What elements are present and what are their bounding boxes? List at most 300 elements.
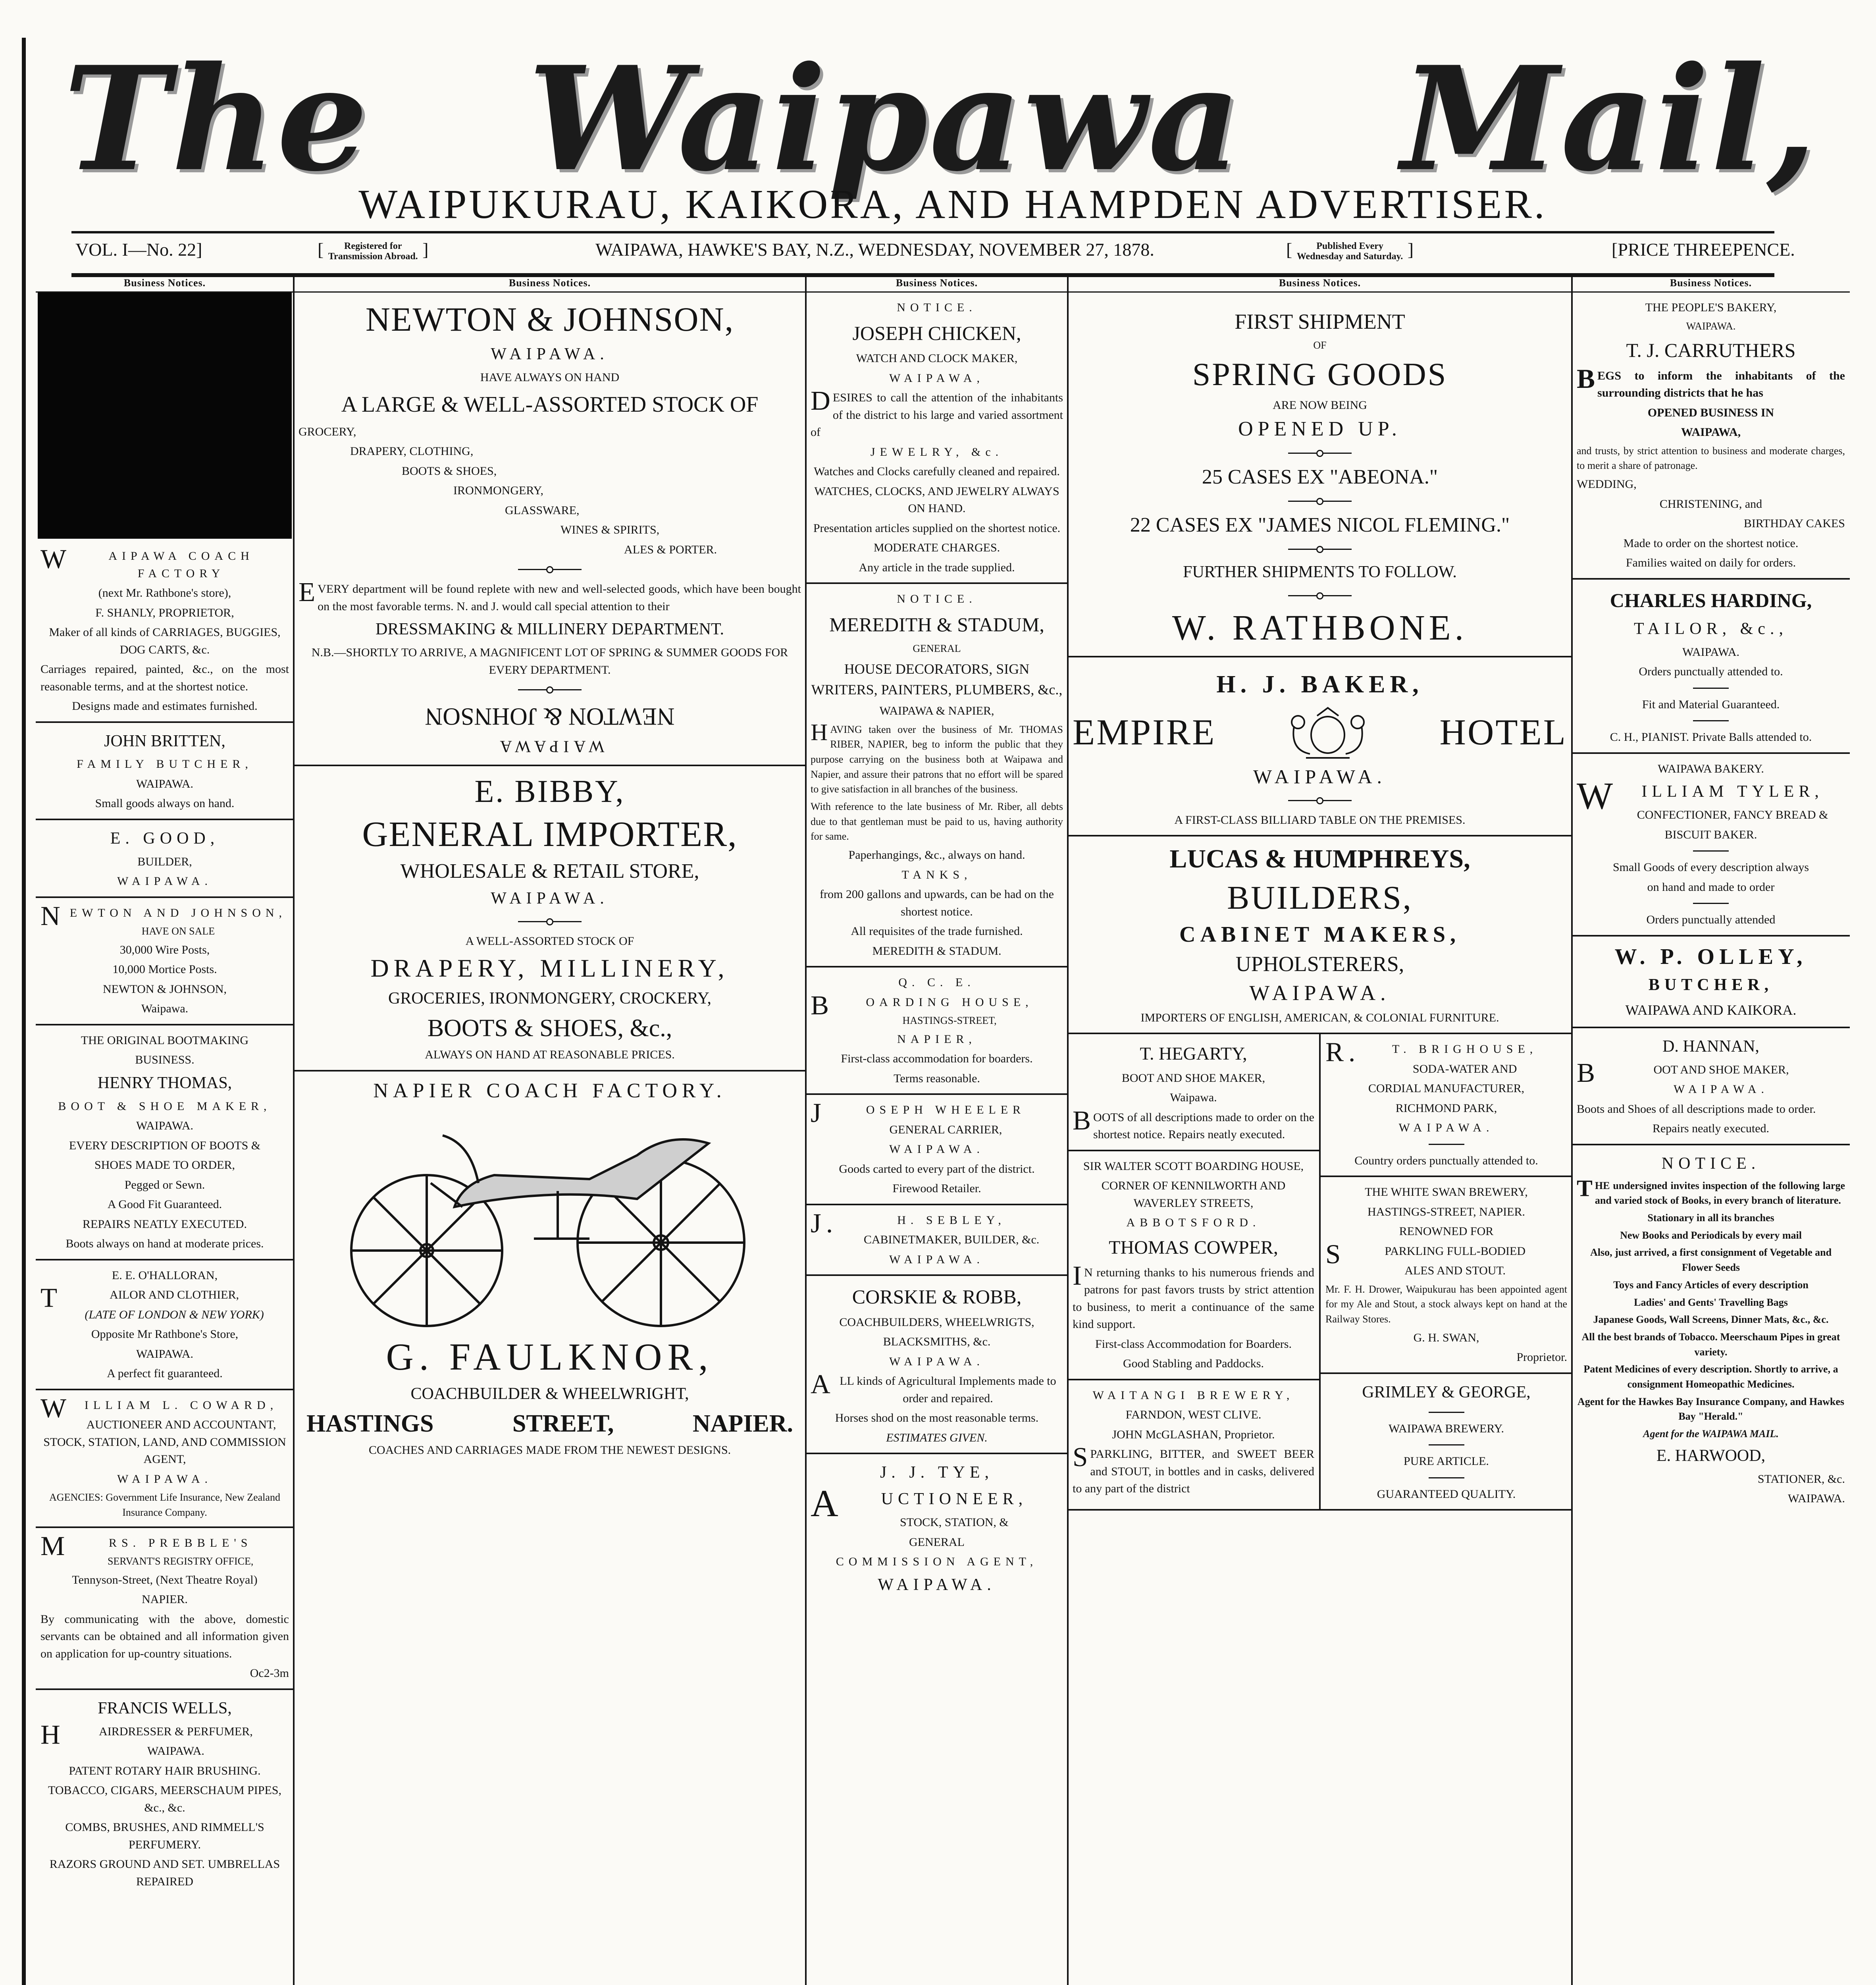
ad-line: WEDDING, <box>1577 478 1637 491</box>
ad-line: WAIPAWA. <box>117 875 212 888</box>
ad-line: WAIPAWA. <box>889 1253 984 1266</box>
ad-line: Carriages repaired, painted, &c., on the most reasonable terms, and at the shortest notice. <box>40 663 289 693</box>
ad-line: BOARDING HOUSE, <box>811 990 1033 1020</box>
ad-line: WAIPAWA AND KAIKORA. <box>1625 1002 1797 1018</box>
ad-line: WAIPAWA. <box>136 1347 193 1361</box>
ad-line: COMBS, BRUSHES, AND RIMMELL'S PERFUMERY. <box>65 1821 264 1851</box>
ad-line: WAIPAWA. <box>1682 645 1739 659</box>
ad-henry-thomas <box>36 1025 294 1260</box>
ad-meredith-stadum <box>806 584 1068 967</box>
ad-line: JOSEPH WHEELER <box>811 1098 1026 1128</box>
ad-line: BUSINESS. <box>135 1053 195 1067</box>
ad-line: WAIPAWA. <box>136 1119 193 1133</box>
ad-word: STREET, <box>512 1410 614 1437</box>
ad-napier-coach-factory <box>294 1072 806 1465</box>
ad-line <box>299 1409 801 1440</box>
masthead-title <box>64 16 1818 203</box>
ad-line: SERVANT'S REGISTRY OFFICE, <box>107 1555 254 1567</box>
registration-note-line1: Registered for <box>344 241 402 252</box>
masthead-word-3: Mail, <box>1401 35 1818 203</box>
ad-line: First-class Accommodation for Boarders. <box>1095 1337 1292 1351</box>
ad-line: Repairs neatly executed. <box>1652 1122 1770 1135</box>
ad-line <box>1073 702 1567 762</box>
ad-j-j-tye <box>806 1454 1068 1603</box>
ad-line: Waipawa. <box>1170 1091 1217 1104</box>
divider-dash <box>1693 903 1729 904</box>
ad-shanly-coach-factory <box>36 541 294 723</box>
ad-line: FAMILY BUTCHER, <box>77 757 253 771</box>
ad-line: NAPIER, <box>897 1032 977 1046</box>
ad-line: CHRISTENING, and <box>1659 497 1762 511</box>
ad-line: BOOTS & SHOES, <box>402 464 497 478</box>
ad-line: BIRTHDAY CAKES <box>1743 517 1845 530</box>
ad-line: Waipawa. <box>141 1002 189 1016</box>
ad-line: REPAIRS NEATLY EXECUTED. <box>83 1217 247 1231</box>
ad-line: THE WHITE SWAN BREWERY, <box>1365 1185 1528 1199</box>
ad-line: EVERY DESCRIPTION OF BOOTS & <box>69 1139 261 1152</box>
ad-line: SPARKLING, BITTER, and SWEET BEER and STOUT, in bottles and in casks, delivered to any part of the district <box>1073 1442 1314 1495</box>
ad-line: CONFECTIONER, FANCY BREAD & <box>1637 808 1828 822</box>
ad-line: SHOES MADE TO ORDER, <box>94 1158 235 1172</box>
divider-dash <box>1429 1412 1464 1413</box>
ad-name: GRIMLEY & GEORGE, <box>1362 1383 1531 1401</box>
ad-line: Boots and Shoes of all descriptions made to order. <box>1577 1102 1816 1116</box>
ad-line: SODA-WATER AND <box>1412 1062 1517 1075</box>
ad-line: MEREDITH & STADUM. <box>872 944 1002 958</box>
ad-line: WAIPAWA. <box>1249 981 1391 1005</box>
ornament-divider <box>1073 494 1567 508</box>
publication-note-line2: Wednesday and Saturday. <box>1296 251 1403 262</box>
ad-waitangi-brewery <box>1068 1380 1319 1504</box>
ad-line: FURTHER SHIPMENTS TO FOLLOW. <box>1183 563 1457 582</box>
ad-line: WILLIAM L. COWARD, <box>40 1393 278 1423</box>
ad-line: WAIPAWA COACH FACTORY <box>40 544 254 580</box>
ad-line: WAIPAWA. <box>878 1575 996 1594</box>
ad-line: COACHBUILDERS, WHEELWRIGTS, <box>839 1315 1034 1329</box>
column-header: Business Notices. <box>36 276 294 293</box>
ad-line: HASTINGS-STREET, <box>902 1015 997 1027</box>
ad-line: Orders punctually attended <box>1646 913 1776 927</box>
ad-line: WAIPAWA. <box>136 777 193 790</box>
ad-william-coward <box>36 1390 294 1528</box>
ad-line: 30,000 Wire Posts, <box>119 943 210 956</box>
ad-line: DRESSMAKING & MILLINERY DEPARTMENT. <box>376 620 724 639</box>
ad-line: GENERAL <box>909 1535 965 1549</box>
ad-line: COACHES AND CARRIAGES MADE FROM THE NEWEST DESIGNS. <box>368 1443 731 1457</box>
ad-line: NOTICE. <box>897 301 977 314</box>
ad-line: SPARKLING FULL-BODIED <box>1325 1239 1526 1269</box>
ad-name: E. GOOD, <box>110 829 220 848</box>
ad-name: W. P. OLLEY, <box>1614 944 1807 969</box>
ad-line: IMPORTERS OF ENGLISH, AMERICAN, & COLONIAL FURNITURE. <box>1140 1011 1499 1024</box>
ad-line: GUARANTEED QUALITY. <box>1377 1487 1516 1501</box>
ad-line: Good Stabling and Paddocks. <box>1123 1357 1264 1370</box>
publication-note: [ Published Every Wednesday and Saturday. ] <box>1286 239 1414 262</box>
ornament-divider <box>299 914 801 929</box>
split-left <box>1068 1034 1321 1509</box>
ad-line: HOUSE DECORATORS, SIGN WRITERS, PAINTERS, PLUMBERS, &c., <box>811 661 1063 698</box>
ad-line: NOTICE. <box>1661 1154 1760 1173</box>
ad-line: Horses shod on the most reasonable terms. <box>835 1411 1039 1425</box>
divider-dash <box>1693 688 1729 689</box>
ad-line: Orders punctually attended to. <box>1639 665 1783 678</box>
column-3 <box>806 276 1068 1985</box>
split-section <box>1068 1034 1572 1511</box>
ad-line: Also, just arrived, a first consignment of Vegetable and Flower Seeds <box>1590 1247 1832 1274</box>
ad-charles-harding <box>1572 580 1850 754</box>
column-header: Business Notices. <box>806 276 1068 293</box>
ad-line: BEGS to inform the inhabitants of the surrounding districts that he has <box>1577 363 1845 400</box>
ad-line: Pegged or Sewn. <box>124 1178 205 1191</box>
ad-name: T. HEGARTY, <box>1140 1043 1247 1064</box>
ad-line: AUCTIONEER AND ACCOUNTANT, STOCK, STATION, LAND, AND COMMISSION AGENT, <box>43 1418 286 1466</box>
ad-line: COMMISSION AGENT, <box>836 1555 1038 1569</box>
ad-line: STOCK, STATION, & <box>900 1516 1009 1529</box>
ad-line: HAVE ALWAYS ON HAND <box>480 371 620 384</box>
registration-note: [ Registered for Transmission Abroad. ] <box>318 239 429 262</box>
ad-word: NAPIER. <box>692 1410 793 1437</box>
ad-e-harwood <box>1572 1145 1850 1514</box>
ad-line: New Books and Periodicals by every mail <box>1620 1229 1802 1241</box>
ad-line: Maker of all kinds of CARRIAGES, BUGGIES, DOG CARTS, &c. <box>49 626 281 656</box>
ad-line: BLACKSMITHS, &c. <box>883 1335 991 1349</box>
ad-name: J. J. TYE, <box>880 1463 994 1482</box>
ad-line: BUILDERS, <box>1227 879 1413 916</box>
ad-francis-wells <box>36 1690 294 1896</box>
ad-line: NEWTON & JOHNSON, <box>103 982 227 996</box>
ad-name: HENRY THOMAS, <box>97 1073 232 1092</box>
ad-line: Opposite Mr Rathbone's Store, <box>91 1328 239 1341</box>
ad-line: F. SHANLY, PROPRIETOR, <box>95 606 234 619</box>
ad-line: IRONMONGERY, <box>453 484 543 497</box>
ad-line: RENOWNED FOR <box>1399 1225 1494 1238</box>
ad-line: Country orders punctually attended to. <box>1354 1154 1538 1167</box>
ad-line: Tennyson-Street, (Next Theatre Royal) <box>72 1573 258 1586</box>
ad-line: CABINETMAKER, BUILDER, &c. <box>863 1233 1040 1247</box>
ad-line: OPENED UP. <box>1238 418 1402 441</box>
ad-line: WATCHES, CLOCKS, AND JEWELRY ALWAYS ON HAND. <box>814 484 1059 515</box>
ad-line: WATCH AND CLOCK MAKER, <box>856 352 1018 365</box>
ad-line: NOTICE. <box>897 592 977 605</box>
ad-line: AGENCIES: Government Life Insurance, New Zealand Insurance Company. <box>49 1492 280 1519</box>
ad-mrs-prebble <box>36 1528 294 1690</box>
ad-line: ALL kinds of Agricultural Implements made to order and repaired. <box>811 1369 1056 1405</box>
ad-line: E. E. O'HALLORAN, <box>112 1268 218 1282</box>
ad-line: BISCUIT BAKER. <box>1664 828 1757 841</box>
ad-line: ABBOTSFORD. <box>1126 1216 1261 1230</box>
ad-line: WAIPAWA. <box>117 1472 212 1486</box>
ad-e-good <box>36 820 294 898</box>
ad-line: First-class accommodation for boarders. <box>841 1052 1033 1066</box>
ad-line: BOOTS & SHOES, &c., <box>427 1014 672 1042</box>
ad-line: RAZORS GROUND AND SET. UMBRELLAS REPAIRED <box>49 1858 280 1888</box>
redacted-block <box>38 293 292 539</box>
ad-line: HAVING taken over the business of Mr. THOMAS RIBER, NAPIER, beg to inform the public that they purpose carrying on the business both at Waipawa and Napier, and assure their patrons that no effort will be spared to give satisfaction in all branches of the business. <box>811 719 1063 795</box>
ad-line: THE undersigned invites inspection of the following large and varied stock of Books, in every branch of literature. <box>1577 1175 1845 1206</box>
ad-john-britten <box>36 723 294 820</box>
ad-line: FARNDON, WEST CLIVE. <box>1125 1408 1262 1422</box>
ad-w-p-olley <box>1572 937 1850 1028</box>
ad-line: Fit and Material Guaranteed. <box>1642 698 1780 711</box>
ad-line: 10,000 Mortice Posts. <box>112 963 217 976</box>
ad-qce-boarding-house <box>806 967 1068 1095</box>
ad-line: WAIPAWA. <box>889 1355 984 1368</box>
ad-name: W. RATHBONE. <box>1172 608 1468 648</box>
ad-line: Families waited on daily for orders. <box>1626 556 1796 570</box>
ornament-divider <box>299 682 801 697</box>
ad-line: (LATE OF LONDON & NEW YORK) <box>85 1308 264 1321</box>
ad-line: BOOTS of all descriptions made to order on the shortest notice. Repairs neatly executed. <box>1073 1105 1314 1141</box>
ad-word: HOTEL <box>1439 712 1567 753</box>
ad-line: JOHN McGLASHAN, Proprietor. <box>1112 1428 1275 1441</box>
ad-line: WAIPAWA, <box>889 371 984 385</box>
ad-line: WAIPAWA. <box>491 345 609 364</box>
ad-name: G. FAULKNOR, <box>386 1335 714 1378</box>
ad-line: Mr. F. H. Drower, Waipukurau has been appointed agent for my Ale and Stout, a stock always kept on hand at the Railway Stores. <box>1325 1283 1567 1325</box>
ad-line: Watches and Clocks carefully cleaned and repaired. <box>814 465 1060 478</box>
ad-line: All requisites of the trade furnished. <box>851 925 1023 938</box>
ad-line: GLASSWARE, <box>505 503 580 517</box>
ad-lucas-humphreys <box>1068 836 1572 1034</box>
ad-line: C. H., PIANIST. Private Balls attended to. <box>1610 730 1812 744</box>
divider-dash <box>1429 1444 1464 1445</box>
ad-line: GROCERY, <box>299 425 356 438</box>
ad-line: WAIPAWA BAKERY. <box>1658 762 1764 775</box>
ad-t-hegarty <box>1068 1034 1319 1151</box>
ad-line: Stationary in all its branches <box>1647 1212 1774 1224</box>
ad-line: on hand and made to order <box>1647 880 1775 894</box>
ad-line: Patent Medicines of every description. Shortly to arrive, a consignment Homeopathic Medicines. <box>1583 1363 1838 1390</box>
publication-note-line1: Published Every <box>1316 241 1383 252</box>
column-1 <box>36 276 294 1985</box>
left-border-rule <box>22 38 26 1985</box>
column-header: Business Notices. <box>1068 276 1572 293</box>
ad-line: JEWELRY, &c. <box>870 445 1003 459</box>
ad-line: A perfect fit guaranteed. <box>107 1367 223 1380</box>
ad-line: GROCERIES, IRONMONGERY, CROCKERY, <box>388 989 712 1008</box>
ad-line: SIR WALTER SCOTT BOARDING HOUSE, <box>1083 1159 1304 1173</box>
ad-line: BOOT & SHOE MAKER, <box>58 1099 272 1113</box>
ad-line: CORNER OF KENNILWORTH AND WAVERLEY STREETS, <box>1101 1179 1286 1210</box>
ad-line: and trusts, by strict attention to business and moderate charges, to merit a share of patronage. <box>1577 445 1845 472</box>
ad-line: Agent for the WAIPAWA MAIL. <box>1643 1428 1779 1440</box>
ad-line: A Good Fit Guaranteed. <box>107 1198 222 1211</box>
ad-line: OPENED BUSINESS IN <box>1647 406 1774 419</box>
ad-j-h-sebley <box>806 1205 1068 1276</box>
ad-line: UPHOLSTERERS, <box>1235 952 1404 976</box>
ad-line: Designs made and estimates furnished. <box>72 700 258 713</box>
ad-name: WILLIAM TYLER, <box>1577 775 1824 817</box>
ad-line: BUILDER, <box>137 855 192 868</box>
ad-name: CHARLES HARDING, <box>1610 589 1812 611</box>
ad-r-t-brighouse <box>1321 1034 1572 1177</box>
ad-line: EVERY department will be found replete with new and well-selected goods, which have been bought on the most favorable terms. N. and J. would call special attention to their <box>299 577 801 613</box>
ad-line-inverted: WAIPAWA <box>495 737 605 755</box>
masthead-word-1: The <box>64 35 370 203</box>
ad-name: R.T. BRIGHOUSE, <box>1325 1037 1538 1068</box>
ad-name: MEREDITH & STADUM, <box>829 613 1044 636</box>
ad-line: HAVE ON SALE <box>141 925 215 937</box>
ornament-divider <box>1073 793 1567 807</box>
ad-line: FIRST SHIPMENT <box>1235 310 1405 333</box>
ad-line: ARE NOW BEING <box>1273 398 1367 412</box>
ornament-divider <box>1073 542 1567 556</box>
ad-line: MRS. PREBBLE'S <box>40 1530 252 1561</box>
ad-name: H. J. BAKER, <box>1216 671 1423 698</box>
ad-line: J.H. SEBLEY, <box>811 1208 1006 1238</box>
ad-line: CABINET MAKERS, <box>1179 922 1460 947</box>
ad-line: WAIPAWA. <box>1686 320 1736 332</box>
ad-line: Any article in the trade supplied. <box>859 561 1015 574</box>
ad-line: Made to order on the shortest notice. <box>1623 536 1799 550</box>
ad-line: BUTCHER, <box>1648 975 1774 994</box>
ad-line: WAIPAWA. <box>147 1744 204 1758</box>
ad-line: G. H. SWAN, <box>1413 1331 1479 1344</box>
ad-line: Proprietor. <box>1516 1351 1567 1364</box>
ad-line: Small Goods of every description always <box>1612 861 1809 874</box>
ad-line: Japanese Goods, Wall Screens, Dinner Mats, &c., &c. <box>1593 1314 1829 1326</box>
ad-sir-walter-scott <box>1068 1151 1319 1380</box>
ad-line: GENERAL <box>913 643 961 654</box>
ad-line: IN returning thanks to his numerous friends and patrons for past favors trusts by strict attention to business, to merit a continuance of the same kind support. <box>1073 1260 1314 1331</box>
ad-line: CORDIAL MANUFACTURER, <box>1368 1082 1525 1095</box>
column-header: Business Notices. <box>294 276 806 293</box>
ad-line: PATENT ROTARY HAIR BRUSHING. <box>69 1764 261 1777</box>
ad-line: With reference to the late business of Mr. Riber, all debts due to that gentleman must be paid to us, having authority for same. <box>811 801 1063 842</box>
inverted-lines <box>299 701 801 758</box>
ad-line: Paperhangings, &c., always on hand. <box>848 848 1025 862</box>
ad-joseph-wheeler <box>806 1095 1068 1205</box>
divider-dash <box>1429 1144 1464 1145</box>
ad-newton-johnson <box>294 293 806 766</box>
ornament-divider <box>1073 588 1567 603</box>
ad-line: ALWAYS ON HAND AT REASONABLE PRICES. <box>425 1048 675 1062</box>
ad-ohalloran <box>36 1260 294 1390</box>
ad-line: THE ORIGINAL BOOTMAKING <box>81 1033 249 1047</box>
column-5 <box>1572 276 1850 1985</box>
ad-name: T. J. CARRUTHERS <box>1626 339 1796 362</box>
ad-name: JOSEPH CHICKEN, <box>852 322 1021 344</box>
ad-line: from 200 gallons and upwards, can be had on the shortest notice. <box>820 888 1054 918</box>
ad-line: OF <box>1313 339 1327 351</box>
ad-line-inverted: NEWTON & JOHNSON <box>425 703 675 730</box>
ad-line: Q. C. E. <box>898 976 975 989</box>
dateline-bar <box>71 231 1795 277</box>
ad-line: Boots always on hand at moderate prices. <box>65 1237 264 1251</box>
ornament-divider <box>1073 446 1567 460</box>
ad-name: FRANCIS WELLS, <box>98 1699 232 1717</box>
ad-line: PURE ARTICLE. <box>1404 1455 1489 1468</box>
ad-white-swan-brewery <box>1321 1177 1572 1374</box>
place-and-date: WAIPAWA, HAWKE'S BAY, N.Z., WEDNESDAY, NOVEMBER 27, 1878. <box>595 239 1154 260</box>
royal-crest-icon <box>1282 702 1373 762</box>
ad-corskie-robb <box>806 1276 1068 1454</box>
registration-note-line2: Transmission Abroad. <box>328 251 418 262</box>
coach-illustration <box>312 1108 788 1330</box>
masthead-word-2: Waipawa <box>528 35 1242 203</box>
ad-word: HASTINGS <box>306 1410 434 1437</box>
divider-dash <box>1693 720 1729 721</box>
volume-number: VOL. I—No. 22] <box>75 239 202 260</box>
ad-line: WAIPAWA. <box>1253 765 1387 788</box>
ad-name: E. BIBBY, <box>474 774 625 809</box>
ad-line: WAITANGI BREWERY, <box>1092 1388 1294 1402</box>
ad-grimley-george <box>1321 1374 1572 1509</box>
ad-name: JOHN BRITTEN, <box>104 732 225 750</box>
ad-d-hannan <box>1572 1028 1850 1145</box>
ad-line: WAIPAWA, <box>1681 426 1741 439</box>
ad-line: ALES & PORTER. <box>624 543 717 556</box>
ad-line: Ladies' and Gents' Travelling Bags <box>1634 1296 1788 1308</box>
ad-line: DRAPERY, CLOTHING, <box>350 445 474 458</box>
divider-dash <box>1429 1477 1464 1478</box>
ad-line: ESTIMATES GIVEN. <box>886 1431 988 1444</box>
ad-line: STATIONER, &c. <box>1757 1472 1845 1486</box>
ad-line: WINES & SPIRITS, <box>560 523 660 537</box>
ad-line: A WELL-ASSORTED STOCK OF <box>465 935 634 948</box>
column-4 <box>1068 276 1572 1985</box>
ad-line: SPRING GOODS <box>1192 356 1448 393</box>
ad-line: WAIPAWA. <box>1788 1492 1845 1505</box>
ad-line: All the best brands of Tobacco. Meerschaum Pipes in great variety. <box>1581 1331 1840 1358</box>
ad-line: MODERATE CHARGES. <box>873 541 1000 554</box>
ad-line: Goods carted to every part of the district. <box>839 1162 1035 1176</box>
ad-line: NAPIER COACH FACTORY. <box>373 1079 726 1102</box>
ad-t-j-carruthers <box>1572 293 1850 580</box>
ad-name: D. HANNAN, <box>1662 1037 1759 1056</box>
price: [PRICE THREEPENCE. <box>1612 239 1795 260</box>
ad-line: WAIPAWA. <box>1398 1121 1494 1135</box>
ad-line: ALES AND STOUT. <box>1404 1264 1506 1278</box>
ad-name: CORSKIE & ROBB, <box>852 1285 1022 1308</box>
ad-line: GENERAL CARRIER, <box>889 1123 1002 1136</box>
ad-line: RICHMOND PARK, <box>1395 1101 1497 1115</box>
ad-name: NEWTON & JOHNSON, <box>365 300 734 338</box>
ad-line: Oc2-3m <box>250 1667 289 1680</box>
ad-line: GENERAL IMPORTER, <box>362 814 738 854</box>
column-2 <box>294 276 806 1985</box>
ad-line: WAIPAWA & NAPIER, <box>879 704 994 718</box>
ad-line: By communicating with the above, domestic servants can be obtained and all information given on application for up-country situations. <box>40 1612 289 1660</box>
ad-line: AUCTIONEER, <box>811 1482 1028 1525</box>
ad-line: (next Mr. Rathbone's store), <box>98 586 231 599</box>
masthead-subtitle: WAIPUKURAU, KAIKORA, AND HAMPDEN ADVERTISER. <box>358 181 1547 227</box>
ad-name: LUCAS & HUMPHREYS, <box>1169 844 1470 874</box>
ad-line: WHOLESALE & RETAIL STORE, <box>400 860 699 883</box>
ad-line: HAIRDRESSER & PERFUMER, <box>40 1719 253 1750</box>
ad-william-tyler <box>1572 754 1850 937</box>
ad-word: EMPIRE <box>1073 712 1216 753</box>
ad-line: NEWTON AND JOHNSON, <box>40 900 287 931</box>
ad-line: THE PEOPLE'S BAKERY, <box>1645 301 1777 314</box>
ad-line: A FIRST-CLASS BILLIARD TABLE ON THE PREMISES. <box>1174 813 1466 827</box>
ad-line: Presentation articles supplied on the shortest notice. <box>813 521 1061 535</box>
ad-line: Toys and Fancy Articles of every description <box>1613 1279 1809 1291</box>
divider-dash <box>1693 850 1729 852</box>
ad-line: Small goods always on hand. <box>95 797 235 810</box>
ad-w-rathbone <box>1068 293 1572 657</box>
ad-line: WAIPAWA. <box>889 1143 984 1156</box>
ad-joseph-chicken <box>806 293 1068 584</box>
ad-line: Terms reasonable. <box>894 1072 980 1085</box>
ornament-divider <box>299 562 801 576</box>
column-header: Business Notices. <box>1572 276 1850 293</box>
ad-line: HASTINGS-STREET, NAPIER. <box>1368 1205 1525 1218</box>
ad-line: TAILOR, &c., <box>1634 620 1788 638</box>
split-right <box>1321 1034 1572 1509</box>
ad-line: WAIPAWA. <box>1674 1083 1769 1096</box>
ad-line: BOOT AND SHOE MAKER, <box>1121 1071 1265 1085</box>
